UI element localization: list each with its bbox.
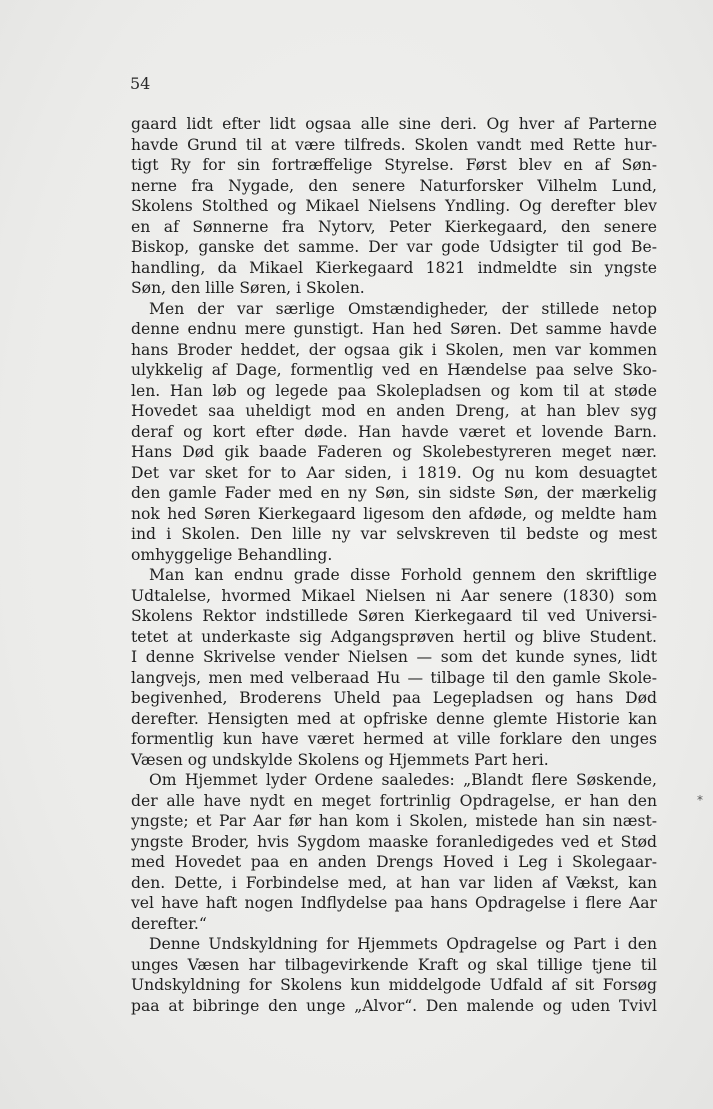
text-line: Hans Død gik baade Faderen og Skolebestyreren meget nær. [131,443,657,461]
text-line: den. Dette, i Forbindelse med, at han var liden af Vækst, kan [131,873,657,892]
text-line: nok hed Søren Kierkegaard ligesom den afdøde, og meldte ham [131,504,657,523]
text-line: unges Væsen har tilbagevirkende Kraft og skal tillige tjene til [131,955,657,974]
text-line: omhyggelige Behandling. [131,545,333,564]
text-line: formentlig kun have været hermed at ville forklare den unges [131,730,657,748]
text-line: Skolens Rektor indstillede Søren Kierkegaard til ved Universi- [131,607,657,625]
margin-mark: * [697,793,703,807]
text-line: Man kan endnu grade disse Forhold gennem den skriftlige [149,566,657,584]
text-line: Hovedet saa uheldigt mod en anden Dreng, at han blev syg [131,402,657,420]
text-line: gaard lidt efter lidt ogsaa alle sine deri. Og hver af Parterne [131,115,657,133]
text-line: deraf og kort efter døde. Han havde været et lovende Barn. [131,422,657,441]
text-line: Udtalelse, hvormed Mikael Nielsen ni Aar senere (1830) som [131,586,657,605]
text-line: Denne Undskyldning for Hjemmets Opdragelse og Part i den [149,935,657,953]
text-line: nerne fra Nygade, den senere Naturforsker Vilhelm Lund, [131,176,657,195]
text-line: yngste Broder, hvis Sygdom maaske foranledigedes ved et Stød [131,832,657,851]
text-line: en af Sønnerne fra Nytorv, Peter Kierkegaard, den senere [131,217,657,236]
page-number: 54 [130,74,151,93]
text-line: derefter.“ [131,914,207,933]
text-line: med Hovedet paa en anden Drengs Hoved i Leg i Skolegaar- [131,853,657,871]
text-line: yngste; et Par Aar før han kom i Skolen, mistede han sin næst- [131,812,657,830]
text-line: Undskyldning for Skolens kun middelgode Udfald af sit Forsøg [131,976,657,994]
text-line: paa at bibringe den unge „Alvor“. Den malende og uden Tvivl [131,996,657,1015]
text-line: ulykkelig af Dage, formentlig ved en Hændelse paa selve Sko- [131,361,657,379]
text-line: Om Hjemmet lyder Ordene saaledes: „Blandt flere Søskende, [149,771,657,789]
text-line: Biskop, ganske det samme. Der var gode Udsigter til god Be- [131,238,657,256]
text-line: denne endnu mere gunstigt. Han hed Søren. Det samme havde [131,320,657,338]
text-line: Væsen og undskylde Skolens og Hjemmets Part heri. [131,750,549,769]
text-line: Skolens Stolthed og Mikael Nielsens Yndling. Og derefter blev [131,197,657,215]
text-line: Men der var særlige Omstændigheder, der stillede netop [149,299,657,318]
text-line: Det var sket for to Aar siden, i 1819. Og nu kom desuagtet [131,463,657,482]
text-line: tetet at underkaste sig Adgangsprøven hertil og blive Student. [131,627,657,646]
text-line: I denne Skrivelse vender Nielsen — som det kunde synes, lidt [131,648,657,666]
text-line: der alle have nydt en meget fortrinlig Opdragelse, er han den [131,791,657,810]
text-line: hans Broder heddet, der ogsaa gik i Skolen, men var kommen [131,340,657,359]
text-line: langvejs, men med velberaad Hu — tilbage til den gamle Skole- [131,668,657,687]
text-line: handling, da Mikael Kierkegaard 1821 indmeldte sin yngste [131,258,657,277]
text-line: ind i Skolen. Den lille ny var selvskreven til bedste og mest [131,525,657,543]
text-line: havde Grund til at være tilfreds. Skolen vandt med Rette hur- [131,135,657,154]
text-line: tigt Ry for sin fortræffelige Styrelse. Først blev en af Søn- [131,156,657,174]
text-line: begivenhed, Broderens Uheld paa Legepladsen og hans Død [131,689,657,707]
text-line: derefter. Hensigten med at opfriske denne glemte Historie kan [131,709,657,728]
text-line: Søn, den lille Søren, i Skolen. [131,279,365,297]
body-text [131,114,657,1016]
text-line: len. Han løb og legede paa Skolepladsen og kom til at støde [131,381,657,400]
text-line: vel have haft nogen Indflydelse paa hans Opdragelse i flere Aar [131,894,657,912]
text-line: den gamle Fader med en ny Søn, sin sidste Søn, der mærkelig [131,484,657,502]
